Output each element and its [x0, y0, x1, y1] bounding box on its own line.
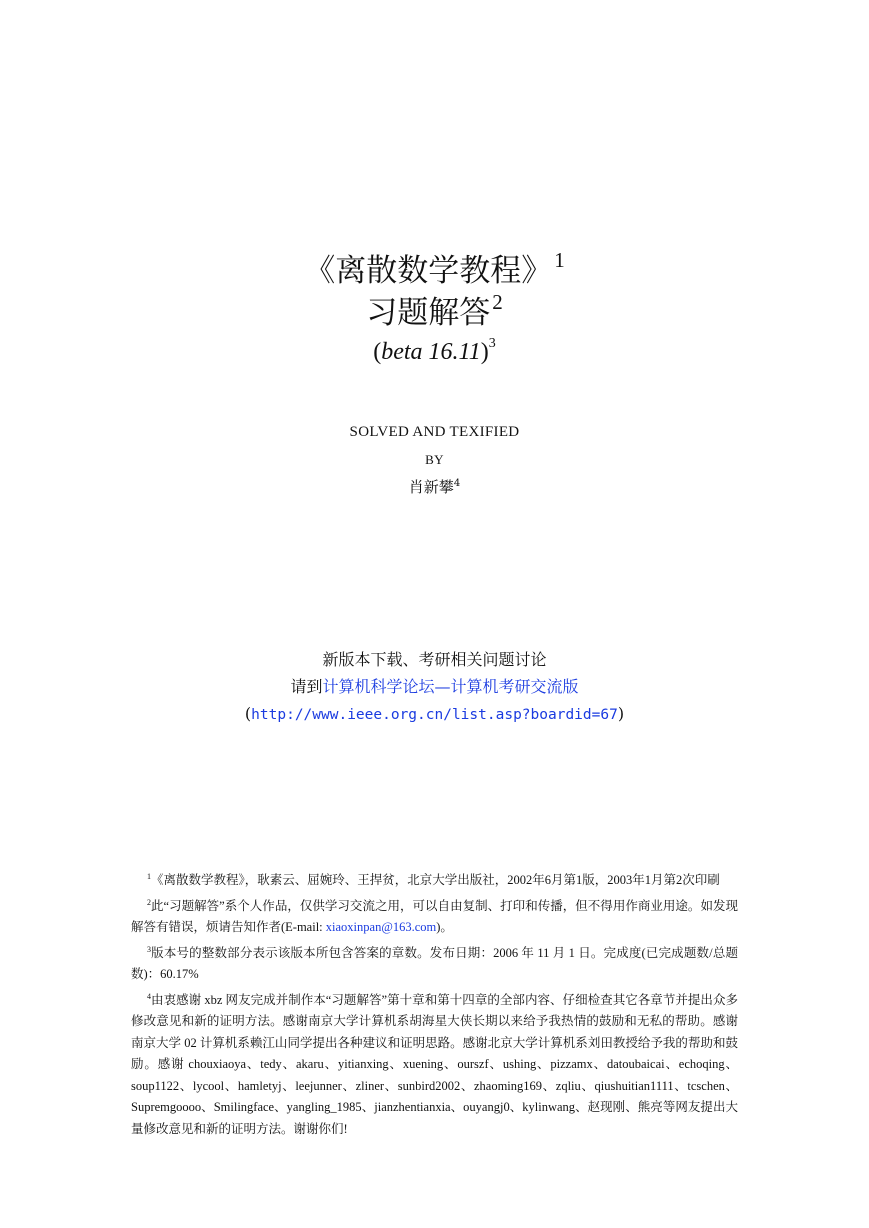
footnote-mark-2: 2 — [492, 290, 503, 314]
solved-and-texified — [0, 424, 869, 441]
footnote-3 — [131, 939, 738, 986]
footnote-text: 由衷感谢 xbz 网友完成并制作本“习题解答”第十章和第十四章的全部内容、仔细检查其它各章节并提出众多修改意见和新的证明方法。感谢南京大学计算机系胡海星大侠长期以来给予我热情的鼓励和无私的帮助。感谢南京大学 02 计算机系赖江山同学提出各种建议和证明思路。感谢北京大学计算机系刘田教授给予我的帮助和鼓励。感谢 chouxiaoya、tedy、akaru、yitianxing、xuening、ourszf、ushing、pizzamx、datoubaicai、echoqing、soup1122、lycool、hamletyj、leejunner、zliner、sunbird2002、zhaoming169、zqliu、qiushuitian1111、tcschen、Supremgoooo、Smilingface、yangling_1985、jianzhentianxia、ouyangj0、kylinwang、赵现刚、熊亮等网友提出大量修改意见和新的证明方法。谢谢你们! — [131, 992, 738, 1136]
author-name: 肖新攀 — [408, 478, 454, 496]
footnote-number: 3 — [147, 944, 151, 954]
footnote-4 — [131, 986, 738, 1141]
author-line — [0, 476, 869, 497]
footnote-mark-1: 1 — [554, 248, 565, 272]
footnote-number: 4 — [147, 991, 151, 1001]
title-line-2 — [0, 282, 869, 333]
version-line — [0, 336, 869, 366]
footnote-text: 版本号的整数部分表示该版本所包含答案的章数。发布日期：2006 年 11 月 1 日。完成度(已完成题数/总题数)：60.17% — [131, 945, 738, 981]
version-paren-open: ( — [373, 339, 382, 365]
download-line-1: 新版本下载、考研相关问题讨论 — [322, 650, 547, 669]
footnote-tail: )。 — [436, 920, 453, 934]
download-line-2 — [0, 674, 869, 700]
book-title: 《离散数学教程》 — [304, 253, 553, 289]
footnote-1 — [131, 866, 738, 892]
footnote-mark-4: 4 — [453, 478, 461, 489]
by-label: BY — [425, 452, 444, 467]
url-paren-close: ) — [617, 704, 625, 723]
footnote-number: 1 — [147, 872, 151, 881]
footnotes — [131, 866, 738, 1140]
footnote-2 — [131, 892, 738, 939]
footnote-text: 《离散数学教程》，耿素云、屈婉玲、王捍贫，北京大学出版社，2002年6月第1版，2003年1月第2次印刷 — [151, 873, 720, 887]
footnote-mark-3: 3 — [488, 336, 496, 351]
url-paren-open: ( — [244, 704, 252, 723]
texified-label: TEXIFIED — [449, 424, 520, 440]
footnote-number: 2 — [147, 897, 151, 907]
version-label: beta 16.11 — [381, 339, 481, 365]
forum-url-link[interactable]: http://www.ieee.org.cn/list.asp?boardid=67 — [251, 707, 618, 723]
download-prefix: 请到 — [290, 677, 323, 696]
solutions-title: 习题解答 — [366, 295, 491, 331]
version-paren-close: ) — [480, 339, 489, 365]
footnote-text: 此“习题解答”系个人作品，仅供学习交流之用，可以自由复制、打印和传播，但不得用作商业用途。如发现解答有错误，烦请告知作者(E-mail: — [131, 898, 738, 934]
forum-link[interactable]: 计算机科学论坛—计算机考研交流版 — [322, 677, 579, 696]
solved-and-label: SOLVED AND — [349, 424, 450, 440]
email-link[interactable]: xiaoxinpan@163.com — [325, 920, 437, 934]
download-url-line — [0, 701, 869, 728]
